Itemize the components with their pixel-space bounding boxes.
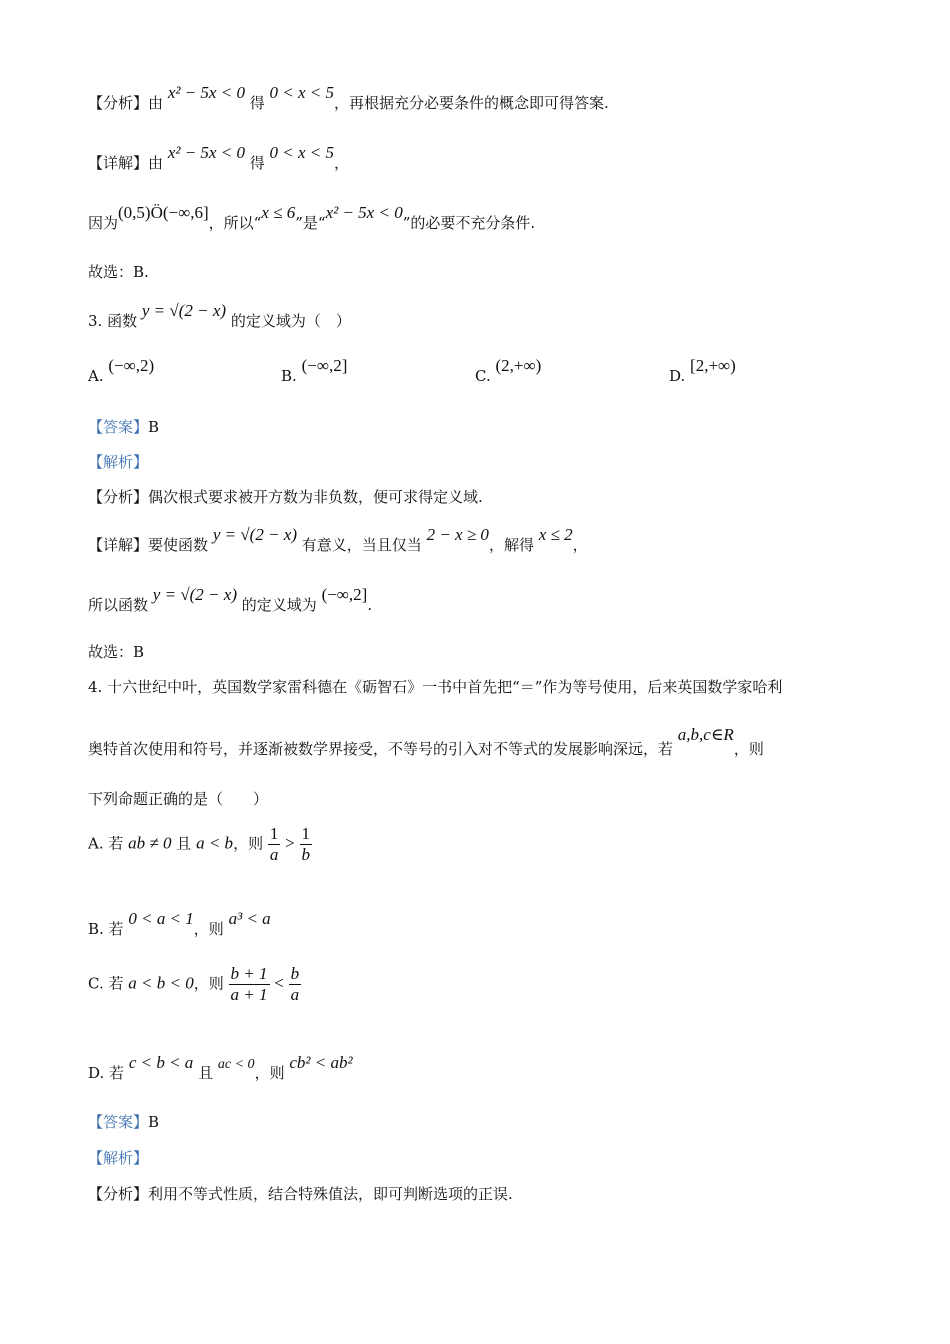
- q2-choice: 故选：B.: [88, 263, 149, 281]
- q4-option-c: [88, 964, 301, 1005]
- q3-analysis: 【分析】偶次根式要求被开方数为非负数，便可求得定义域.: [88, 488, 483, 506]
- math-result: cb² < ab²: [289, 1053, 353, 1072]
- text: ，所以“: [208, 214, 262, 232]
- text: 得: [249, 154, 265, 172]
- q3-so-line: [88, 585, 373, 615]
- math-domain: (−∞,2]: [321, 585, 368, 604]
- analysis-tag: 【分析】: [88, 94, 149, 112]
- text: ，再根据充分必要条件的概念即可得答案.: [334, 94, 609, 112]
- option-label: D. 若: [88, 1064, 125, 1082]
- text: 有意义，当且仅当: [301, 536, 422, 554]
- q3-answer-line: [88, 416, 159, 437]
- text: ”是“: [295, 214, 326, 232]
- option-label: C. 若: [88, 974, 124, 993]
- q4-option-a: [88, 824, 312, 865]
- q3-choice: 故选：B: [88, 643, 145, 661]
- numerator: 1: [301, 824, 311, 843]
- text: ，则: [193, 920, 224, 938]
- math-condition: 2 − x ≥ 0: [426, 525, 489, 544]
- q4-stem-line1: 4. 十六世纪中叶，英国数学家雷科德在《砺智石》一书中首先把“＝”作为等号使用，后来英国数学家哈利: [88, 678, 783, 696]
- text: 得: [249, 94, 265, 112]
- text: 奥特首次使用和符号，并逐渐被数学界接受，不等号的引入对不等式的发展影响深远，若: [88, 740, 674, 758]
- option-label: A. 若: [88, 834, 124, 853]
- text: ”的必要不充分条件.: [402, 214, 536, 232]
- math-condition: x ≤ 6: [261, 203, 296, 222]
- math-condition: c < b < a: [128, 1053, 194, 1072]
- numerator: b: [290, 964, 300, 983]
- math-function: y = √(2 − x): [152, 585, 237, 604]
- q2-detail-line: [88, 143, 350, 173]
- numerator: b + 1: [230, 964, 268, 983]
- q4-explain-tag: 【解析】: [88, 1149, 149, 1167]
- q3-option-b: [281, 356, 348, 386]
- option-value: (−∞,2]: [301, 356, 348, 375]
- math-subset: (0,5)Ö(−∞,6]: [118, 203, 209, 222]
- math-solution: x ≤ 2: [538, 525, 573, 544]
- text: ，: [334, 154, 350, 172]
- relation: <: [274, 973, 284, 993]
- q4-answer-line: [88, 1111, 159, 1132]
- text: 的定义域为: [241, 596, 317, 614]
- math-condition: x² − 5x < 0: [325, 203, 403, 222]
- option-label: C.: [475, 367, 491, 385]
- math-function: y = √(2 − x): [141, 301, 227, 320]
- text: 的定义域为（ ）: [230, 312, 351, 330]
- answer-tag: 【答案】: [88, 1113, 149, 1131]
- q4-option-b: [88, 909, 271, 939]
- text: ，解得: [488, 536, 534, 554]
- answer-value: B: [148, 418, 160, 436]
- text: 且: [176, 834, 192, 853]
- fraction-1-over-b: [300, 824, 313, 865]
- fraction-b-over-a: [289, 964, 302, 1005]
- q3-explain-tag: 【解析】: [88, 453, 149, 471]
- math-result: a³ < a: [228, 909, 271, 928]
- text: 且: [198, 1064, 214, 1082]
- text: 要使函数: [148, 536, 209, 554]
- text: 3. 函数: [88, 312, 138, 330]
- q3-option-c: [475, 356, 542, 386]
- q2-analysis-line: [88, 83, 609, 113]
- q4-option-d: [88, 1053, 353, 1083]
- q4-analysis: 【分析】利用不等式性质，结合特殊值法，即可判断选项的正误.: [88, 1185, 513, 1203]
- math-range: 0 < x < 5: [269, 83, 335, 102]
- math-inequality: x² − 5x < 0: [167, 83, 245, 102]
- q3-option-a: [88, 356, 155, 386]
- option-label: A.: [88, 367, 104, 385]
- option-label: D.: [669, 367, 686, 385]
- text: ，则: [254, 1064, 285, 1082]
- text: 由: [148, 154, 164, 172]
- answer-tag: 【答案】: [88, 418, 149, 436]
- option-value: [2,+∞): [690, 356, 736, 375]
- math-inequality: x² − 5x < 0: [167, 143, 245, 162]
- option-value: (−∞,2): [108, 356, 155, 375]
- math-condition: ab ≠ 0: [128, 833, 172, 853]
- q3-detail-line: [88, 525, 588, 555]
- q4-stem-line3: 下列命题正确的是（ ）: [88, 790, 269, 808]
- math-set: a,b,c∈R: [677, 725, 734, 744]
- math-condition: a < b: [196, 833, 234, 853]
- denominator: a: [290, 985, 300, 1004]
- q2-because-line: [88, 203, 536, 233]
- denominator: a: [269, 845, 279, 864]
- math-condition: a < b < 0: [128, 973, 194, 993]
- text: 所以函数: [88, 596, 149, 614]
- text: ，: [572, 536, 588, 554]
- math-condition: 0 < a < 1: [128, 909, 194, 928]
- option-label: B.: [281, 367, 297, 385]
- denominator: b: [301, 845, 311, 864]
- text: .: [367, 596, 373, 614]
- option-label: B. 若: [88, 920, 124, 938]
- fraction-1-over-a: [268, 824, 281, 865]
- text: 由: [148, 94, 164, 112]
- q3-option-d: [669, 356, 736, 386]
- option-value: (2,+∞): [495, 356, 542, 375]
- detail-tag: 【详解】: [88, 536, 149, 554]
- math-range: 0 < x < 5: [269, 143, 335, 162]
- relation: >: [285, 833, 295, 853]
- text: ，则: [193, 974, 224, 993]
- text: ，则: [233, 834, 264, 853]
- math-function: y = √(2 − x): [212, 525, 297, 544]
- detail-tag: 【详解】: [88, 154, 149, 172]
- text: ，则: [733, 740, 764, 758]
- text: 因为: [88, 214, 119, 232]
- denominator: a + 1: [230, 985, 268, 1004]
- math-condition: ac < 0: [217, 1057, 255, 1072]
- q3-stem: [88, 301, 351, 331]
- q4-stem-line2: [88, 725, 764, 759]
- answer-value: B: [148, 1113, 160, 1131]
- numerator: 1: [269, 824, 279, 843]
- fraction-b1-over-a1: [229, 964, 270, 1005]
